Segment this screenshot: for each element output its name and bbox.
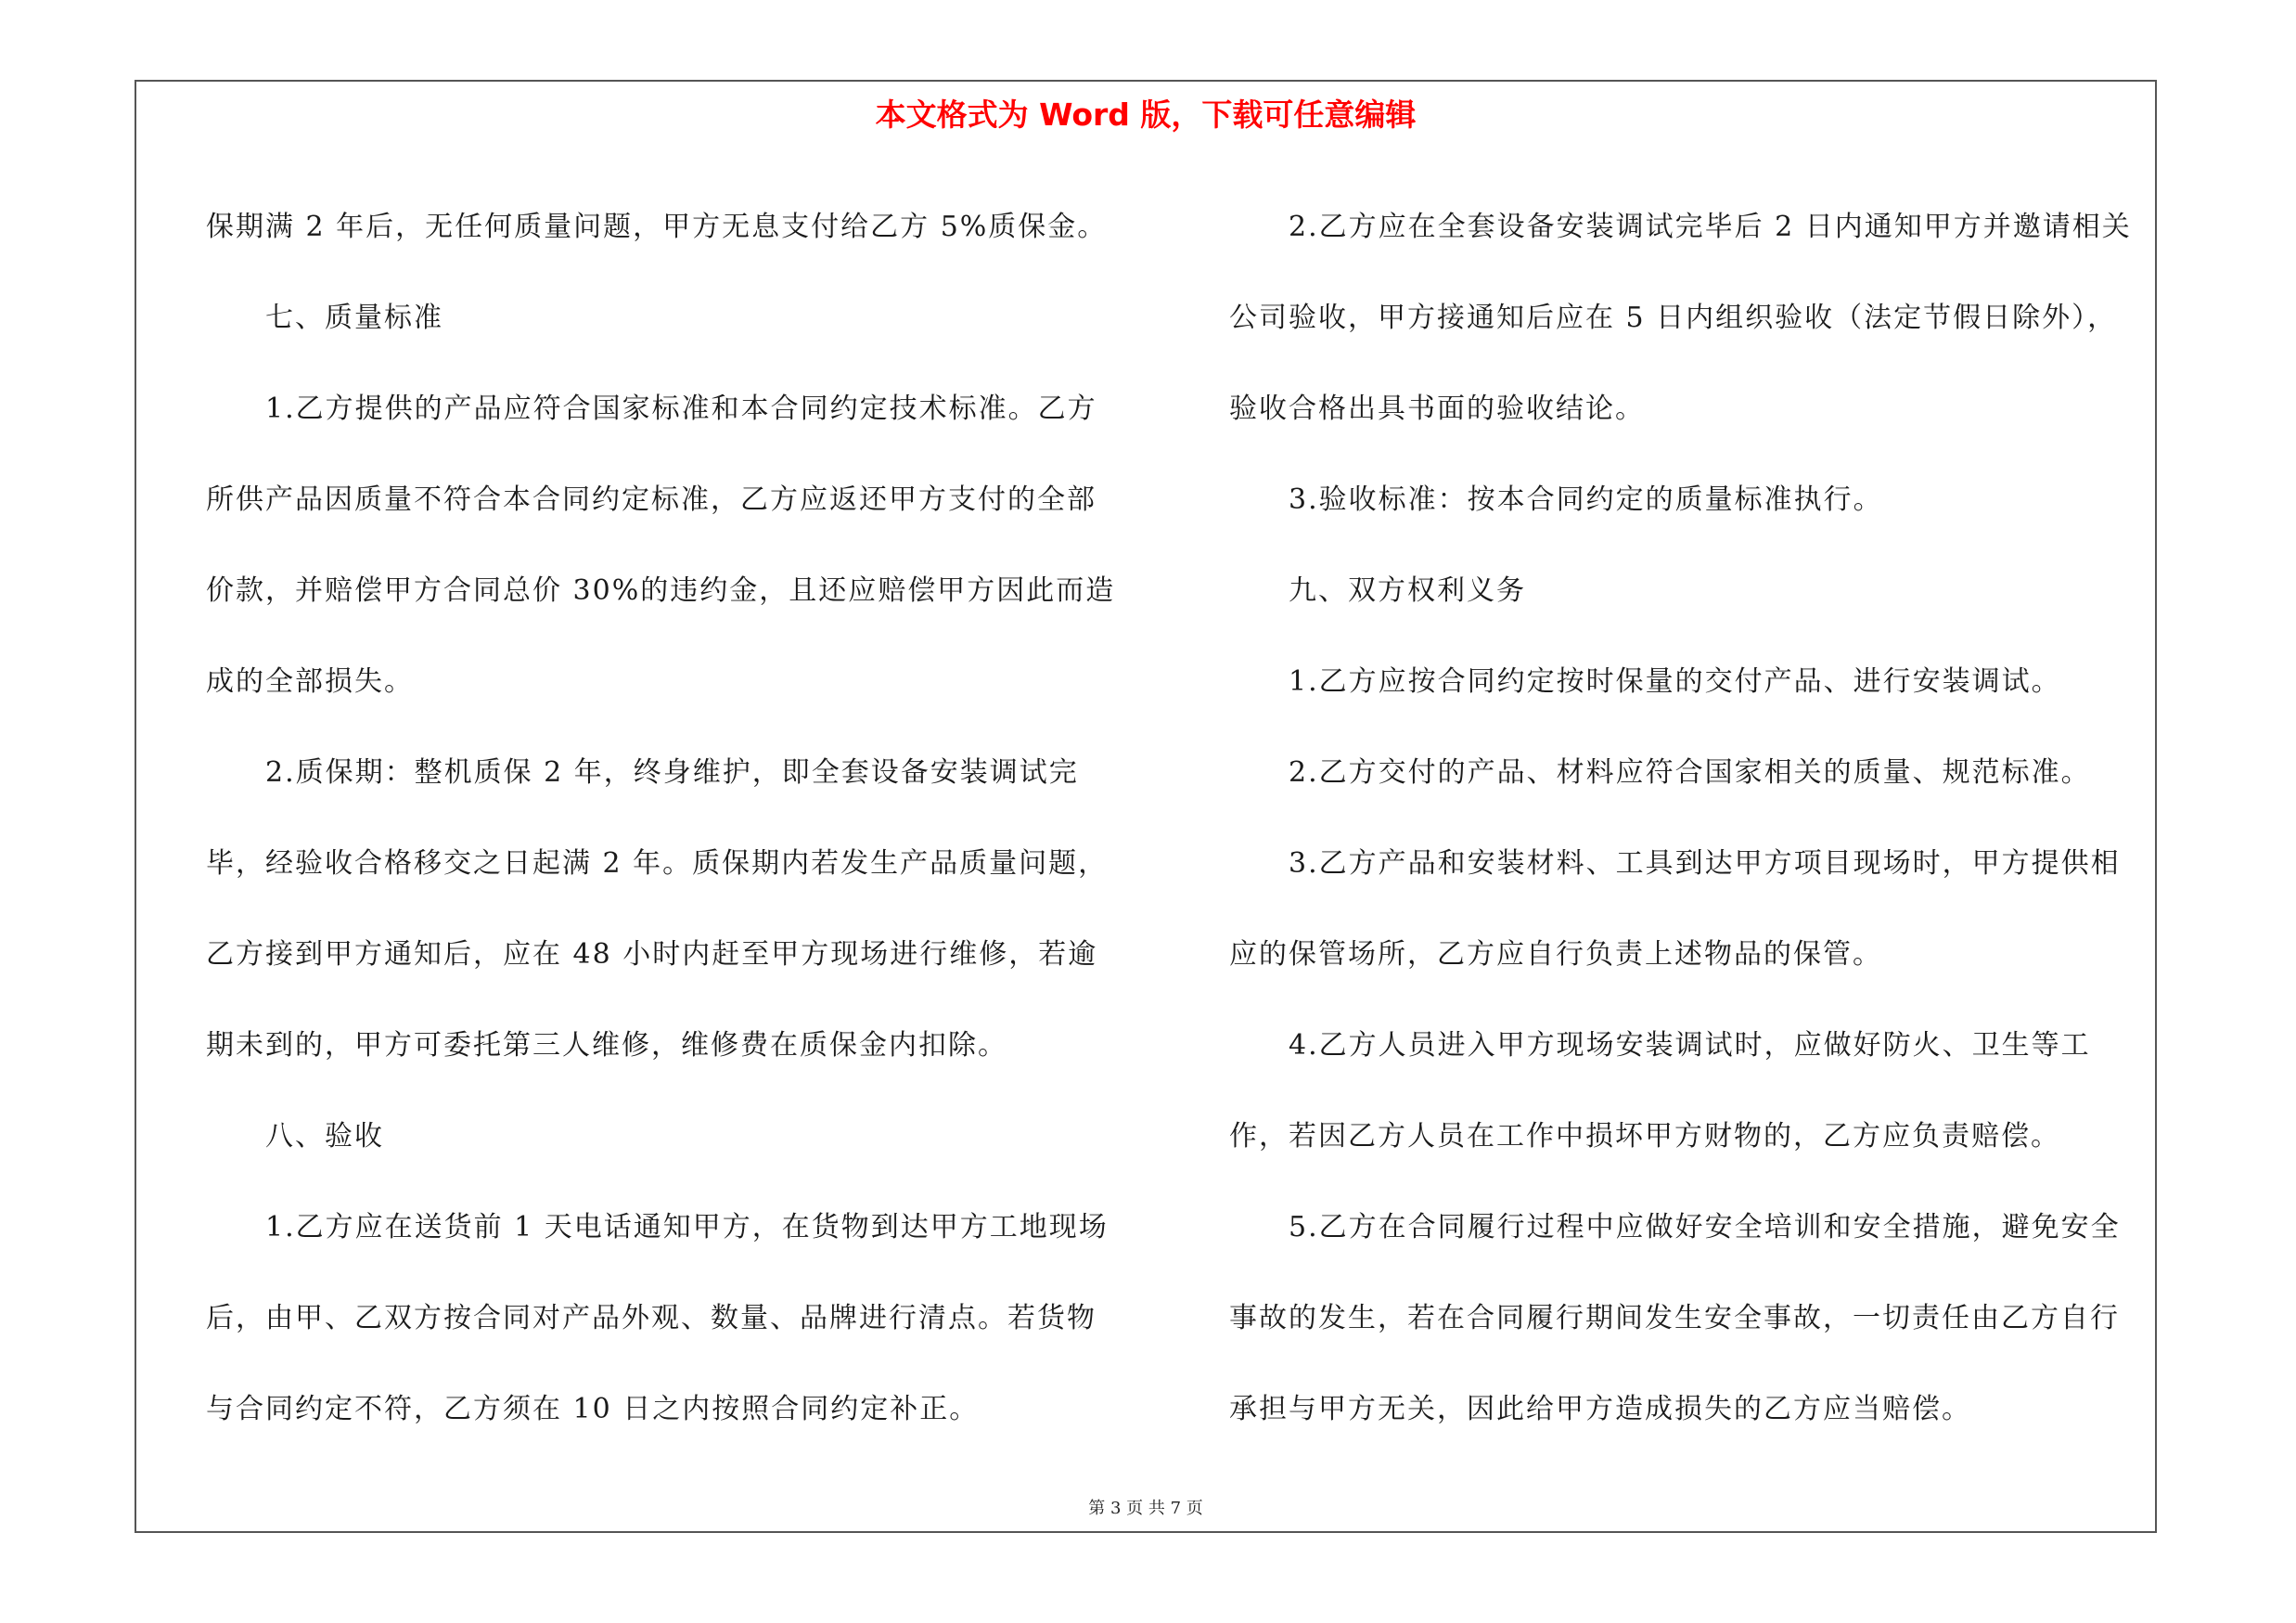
paragraph-acceptance-1: 1.乙方应在送货前 1 天电话通知甲方，在货物到达甲方工地现场后，由甲、乙双方按合同对产品外观、数量、品牌进行清点。若货物与合同约定不符，乙方须在 10 日之内按照合同约定补正。 xyxy=(206,1211,1109,1425)
paragraph-acceptance-3: 3.验收标准：按本合同约定的质量标准执行。 xyxy=(1289,483,1883,516)
left-column xyxy=(206,182,1124,1455)
paragraph-warranty-payment: 保期满 2 年后，无任何质量问题，甲方无息支付给乙方 5%质保金。 xyxy=(206,211,1108,243)
paragraph-quality-1: 1.乙方提供的产品应符合国家标准和本合同约定技术标准。乙方所供产品因质量不符合本合同约定标准，乙方应返还甲方支付的全部价款，并赔偿甲方合同总价 30%的违约金，且还应赔偿甲方因此而造成的全部损失。 xyxy=(206,393,1116,698)
format-notice-banner: 本文格式为 Word 版，下载可任意编辑 xyxy=(875,97,1417,133)
paragraph-rights-1: 1.乙方应按合同约定按时保量的交付产品、进行安装调试。 xyxy=(1289,665,2061,698)
paragraph-acceptance-2: 2.乙方应在全套设备安装调试完毕后 2 日内通知甲方并邀请相关公司验收，甲方接通知后应在 5 日内组织验收（法定节假日除外），验收合格出具书面的验收结论。 xyxy=(1229,211,2132,425)
paragraph-quality-2: 2.质保期：整机质保 2 年，终身维护，即全套设备安装调试完毕，经验收合格移交之日起满 2 年。质保期内若发生产品质量问题，乙方接到甲方通知后，应在 48 小时内赶至甲方现场进行维修，若逾期未到的，甲方可委托第三人维修，维修费在质保金内扣除。 xyxy=(206,756,1109,1062)
right-column xyxy=(1229,182,2134,1455)
page-frame xyxy=(135,80,2157,1533)
page-number-footer: 第 3 页 共 7 页 xyxy=(1088,1499,1203,1518)
paragraph-rights-5: 5.乙方在合同履行过程中应做好安全培训和安全措施，避免安全事故的发生，若在合同履行期间发生安全事故，一切责任由乙方自行承担与甲方无关，因此给甲方造成损失的乙方应当赔偿。 xyxy=(1229,1211,2121,1425)
heading-rights-obligations: 九、双方权利义务 xyxy=(1289,574,1526,607)
paragraph-rights-2: 2.乙方交付的产品、材料应符合国家相关的质量、规范标准。 xyxy=(1289,756,2091,789)
heading-quality-standard: 七、质量标准 xyxy=(265,302,443,334)
heading-acceptance: 八、验收 xyxy=(265,1120,384,1153)
paragraph-rights-4: 4.乙方人员进入甲方现场安装调试时，应做好防火、卫生等工作，若因乙方人员在工作中损坏甲方财物的，乙方应负责赔偿。 xyxy=(1229,1029,2091,1153)
paragraph-rights-3: 3.乙方产品和安装材料、工具到达甲方项目现场时，甲方提供相应的保管场所，乙方应自行负责上述物品的保管。 xyxy=(1229,847,2121,971)
